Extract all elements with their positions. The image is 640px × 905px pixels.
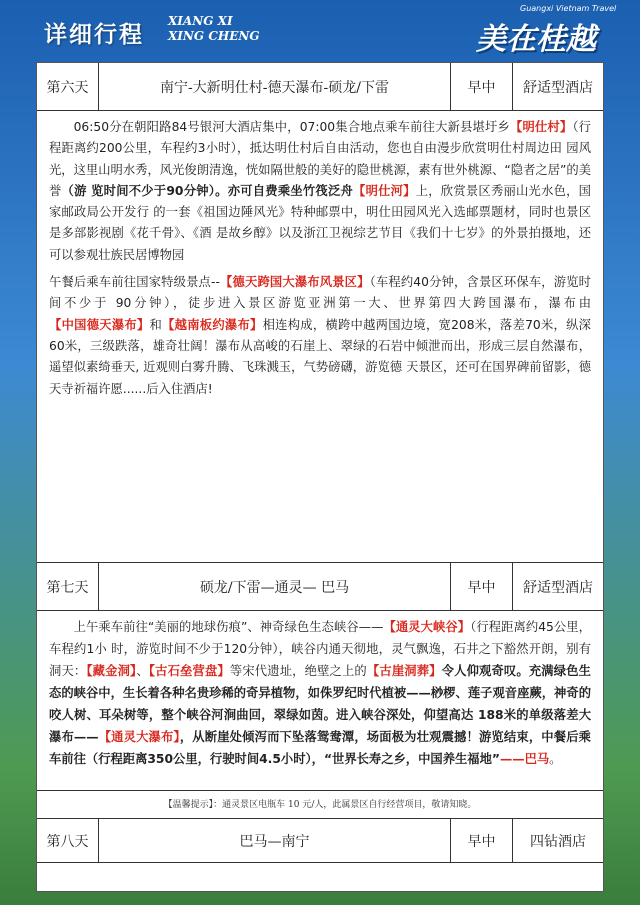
day8-hotel: 四钻酒店 — [530, 833, 586, 850]
page-title: 详细行程 — [44, 22, 144, 48]
day7-meals: 早中 — [451, 563, 513, 610]
pinyin-line-1: XIANG XI — [168, 14, 233, 28]
highlight-vietnam-banyue: 【越南板约瀑布】 — [162, 317, 263, 332]
day8-day-label: 第八天 — [37, 819, 99, 862]
day8-header-row — [37, 819, 603, 863]
highlight-mingshi-village: 【明仕村】 — [509, 120, 573, 134]
day7-paragraph: 上午乘车前往“美丽的地球伤痕”、神奇绿色生态峡谷——【通灵大峡谷】（行程距离约45公里，车程约1小 时，游览时间不少于120分钟），峡谷内通天彻地，灵气飘逸，石井之下豁然开朗，别有洞天：【藏金洞】、【古石垒营盘】等宋代遗址，绝壁之上的【古崖洞葬】令人仰观奇叹。充满绿色生态的峡谷中，生长着各种名贵珍稀的奇异植物，如侏罗纪时代植被——桫椤、莲子观音座蕨，神奇的咬人树、耳朵树等，整个峡谷河涧曲回，翠绿如茵。进入峡谷深处，仰望高达 188米的单级落差大瀑布——【通灵大瀑布】，从断崖处倾泻而下坠落鸳鸯潭，场面极为壮观震撼！游览结束，中餐后乘车前往（行程距离350公里，行驶时间4.5小时），“世界长寿之乡，中国养生福地”——巴马。 — [49, 620, 591, 766]
highlight-tongling-canyon: 【通灵大峡谷】 — [383, 620, 471, 634]
day6-route: 南宁-大新明仕村-德天瀑布-硕龙/下雷 — [99, 63, 451, 110]
highlight-cangjin-cave: 【藏金洞】 — [86, 664, 137, 678]
day7-description — [37, 611, 603, 791]
warm-tip-note: 【温馨提示】：通灵景区电瓶车 10 元/人，此属景区自行经营项目，敬请知晓。 — [37, 791, 603, 819]
logo-subtitle: Guangxi Vietnam Travel — [520, 4, 617, 13]
brand-logo: 美在桂越 — [476, 22, 596, 57]
day7-hotel: 舒适型酒店 — [523, 579, 593, 596]
day8-route: 巴马—南宁 — [99, 819, 451, 862]
day6-header-row — [37, 63, 603, 111]
day6-paragraph-1: 06:50分在朝阳路84号银河大酒店集中，07:00集合地点乘车前往大新县堪圩乡【明仕村】（行程距离约200公里，车程约3小时），抵达明仕村后自由活动，您也自由漫步欣赏明仕村周边田 园风光，这里山明水秀，风光俊朗清逸，恍如隔世般的美好的隐世桃源，素有世外桃源、“隐者之居”的美誉（游 览时间不少于90分钟）。亦可自费乘坐竹筏泛舟【明仕河】上，欣赏景区秀丽山光水色，国家邮政局公开发行 的一套《祖国边陲风光》特种邮票中，明仕田园风光入选邮票题材，同时也景区是多部影视剧《花千骨》、《酒 是故乡醇》以及浙江卫视综艺节目《我们十七岁》的外景拍摄地，还可以参观壮族民居博物园 — [49, 120, 591, 262]
day6-meals: 早中 — [451, 63, 513, 110]
page-header — [0, 0, 640, 60]
day6-description — [37, 111, 603, 563]
highlight-cliff-burial: 【古崖洞葬】 — [366, 664, 442, 678]
itinerary-sheet — [36, 62, 604, 892]
day8-meals: 早中 — [451, 819, 513, 862]
highlight-mingshi-river: 【明仕河】 — [353, 183, 416, 198]
day6-paragraph-2: 午餐后乘车前往国家特级景点--【德天跨国大瀑布风景区】（车程约40分钟，含景区环保车，游览时间不少于 90分钟），徒步进入景区游览亚洲第一大、世界第四大跨国瀑布，瀑布由【中国德天瀑布】和【越南板约瀑布】相连构成，横跨中越两国边境，宽208米，落差70米，纵深60米，三级跌落，雄奇壮阔！瀑布从高峻的石崖上、翠绿的石岩中倾泄而出，形成三层自然瀑布，遥望似素绮垂天, 近观则白雾升腾、飞珠溅玉，气势磅礴，游览德 天景区，还可在国界碑前留影，德天寺祈福许愿......后入住酒店! — [49, 275, 591, 396]
pinyin-line-2: XING CHENG — [168, 29, 260, 43]
highlight-ancient-camp: 【古石垒营盘】 — [148, 664, 230, 678]
highlight-bama: ——巴马 — [499, 752, 550, 766]
day7-route: 硕龙/下雷—通灵— 巴马 — [99, 563, 451, 610]
day6-hotel: 舒适型酒店 — [523, 79, 593, 96]
day6-day-label: 第六天 — [37, 63, 99, 110]
highlight-detian-falls: 【德天跨国大瀑布风景区】 — [219, 275, 370, 290]
highlight-tongling-falls: 【通灵大瀑布】 — [98, 730, 180, 744]
highlight-china-detian: 【中国德天瀑布】 — [49, 317, 150, 332]
page-title-pinyin — [168, 14, 260, 44]
day7-header-row — [37, 563, 603, 611]
day7-day-label: 第七天 — [37, 563, 99, 610]
